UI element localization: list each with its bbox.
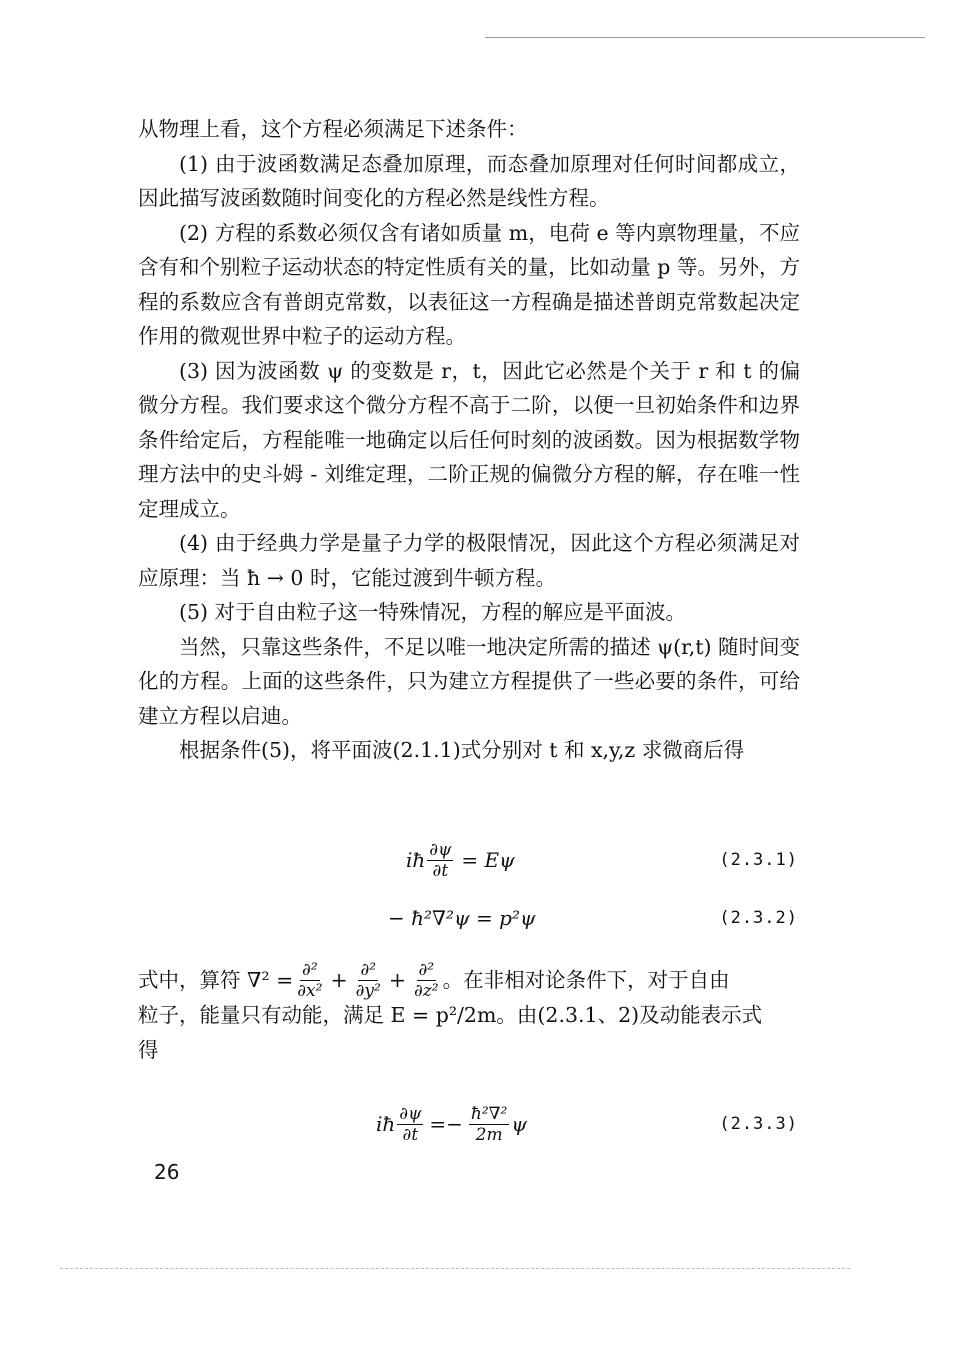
term-x-num: ∂² <box>302 959 318 980</box>
term-z-den: ∂z² <box>414 980 439 1001</box>
operator-paragraph <box>138 958 800 1067</box>
eq3-numerator: ∂ψ <box>399 1103 422 1124</box>
operator-term-z <box>412 960 441 1001</box>
eq2-label: (2.3.2) <box>719 908 798 928</box>
term-z-num: ∂² <box>418 959 435 980</box>
operator-line <box>138 958 800 1002</box>
eq1-rhs: = Eψ <box>461 848 515 872</box>
paragraph-condition-2: (2) 方程的系数必须仅含有诸如质量 m，电荷 e 等内禀物理量，不应含有和个别粒子运动状态的特定性质有关的量，比如动量 p 等。另外，方程的系数应含有普朗克常数，以表征这一方程确是描述普朗克常数起决定作用的微观世界中粒子的运动方程。 <box>138 220 800 348</box>
operator-line-3: 得 <box>138 1037 159 1062</box>
eq3-fraction-left <box>397 1104 423 1145</box>
eq1-numerator: ∂ψ <box>429 839 452 860</box>
paragraph-intro: 从物理上看，这个方程必须满足下述条件： <box>138 117 528 141</box>
eq3-denominator: ∂t <box>402 1124 419 1145</box>
eq3-denominator-2: 2m <box>475 1124 503 1145</box>
plus-sign-1: + <box>330 967 348 992</box>
term-y-num: ∂² <box>360 959 377 980</box>
eq3-label: (2.3.3) <box>719 1114 798 1134</box>
eq3-fraction-right <box>469 1104 509 1145</box>
eq2-expr: − ħ²∇²ψ = p²ψ <box>388 906 536 930</box>
paragraph-derivation: 根据条件(5)，将平面波(2.1.1)式分别对 t 和 x,y,z 求微商后得 <box>179 738 745 762</box>
operator-term-x <box>295 960 324 1001</box>
paragraph-condition-4: (4) 由于经典力学是量子力学的极限情况，因此这个方程必须满足对应原理：当 ħ → 0 时，它能过渡到牛顿方程。 <box>138 531 800 590</box>
operator-line-2: 粒子，能量只有动能，满足 E = p²/2m。由(2.3.1、2)及动能表示式 <box>138 1003 763 1027</box>
equation-2-3-3 <box>138 1096 800 1152</box>
header-rule <box>485 37 925 38</box>
eq3-tail: ψ <box>511 1112 528 1136</box>
term-y-den: ∂y² <box>355 980 381 1001</box>
eq1-prefix: iħ <box>406 848 426 872</box>
paragraph-remark: 当然，只靠这些条件，不足以唯一地决定所需的描述 ψ(r,t) 随时间变化的方程。上面的这些条件，只为建立方程提供了一些必要的条件，可给建立方程以启迪。 <box>138 634 800 728</box>
equation-2-3-1 <box>138 832 800 888</box>
paragraph-condition-5: (5) 对于自由粒子这一特殊情况，方程的解应是平面波。 <box>179 600 687 624</box>
operator-prefix: 式中，算符 ∇² = <box>138 967 294 992</box>
body-text-top <box>138 112 800 768</box>
footer-rule <box>60 1268 850 1269</box>
paragraph-condition-3: (3) 因为波函数 ψ 的变数是 r，t，因此它必然是个关于 r 和 t 的偏微分方程。我们要求这个微分方程不高于二阶，以便一旦初始条件和边界条件给定后，方程能唯一地确定以后任何时刻的波函数。因为根据数学物理方法中的史斗姆 - 刘维定理，二阶正规的偏微分方程的解，存在唯一性定理成立。 <box>138 358 800 521</box>
term-x-den: ∂x² <box>297 980 323 1001</box>
eq3-numerator-2: ħ²∇² <box>470 1103 508 1124</box>
operator-suffix: 。在非相对论条件下，对于自由 <box>442 967 730 992</box>
plus-sign-2: + <box>388 967 407 992</box>
operator-term-y <box>354 960 383 1001</box>
paragraph-condition-1: (1) 由于波函数满足态叠加原理，而态叠加原理对任何时间都成立，因此描写波函数随时间变化的方程必然是线性方程。 <box>138 151 800 210</box>
eq1-fraction <box>427 840 453 881</box>
eq3-equals-minus: =− <box>429 1112 463 1136</box>
eq1-denominator: ∂t <box>432 860 449 881</box>
page-number: 26 <box>154 1160 180 1184</box>
eq1-label: (2.3.1) <box>719 850 798 870</box>
equation-2-3-2 <box>138 890 800 946</box>
eq3-prefix: iħ <box>376 1112 396 1136</box>
